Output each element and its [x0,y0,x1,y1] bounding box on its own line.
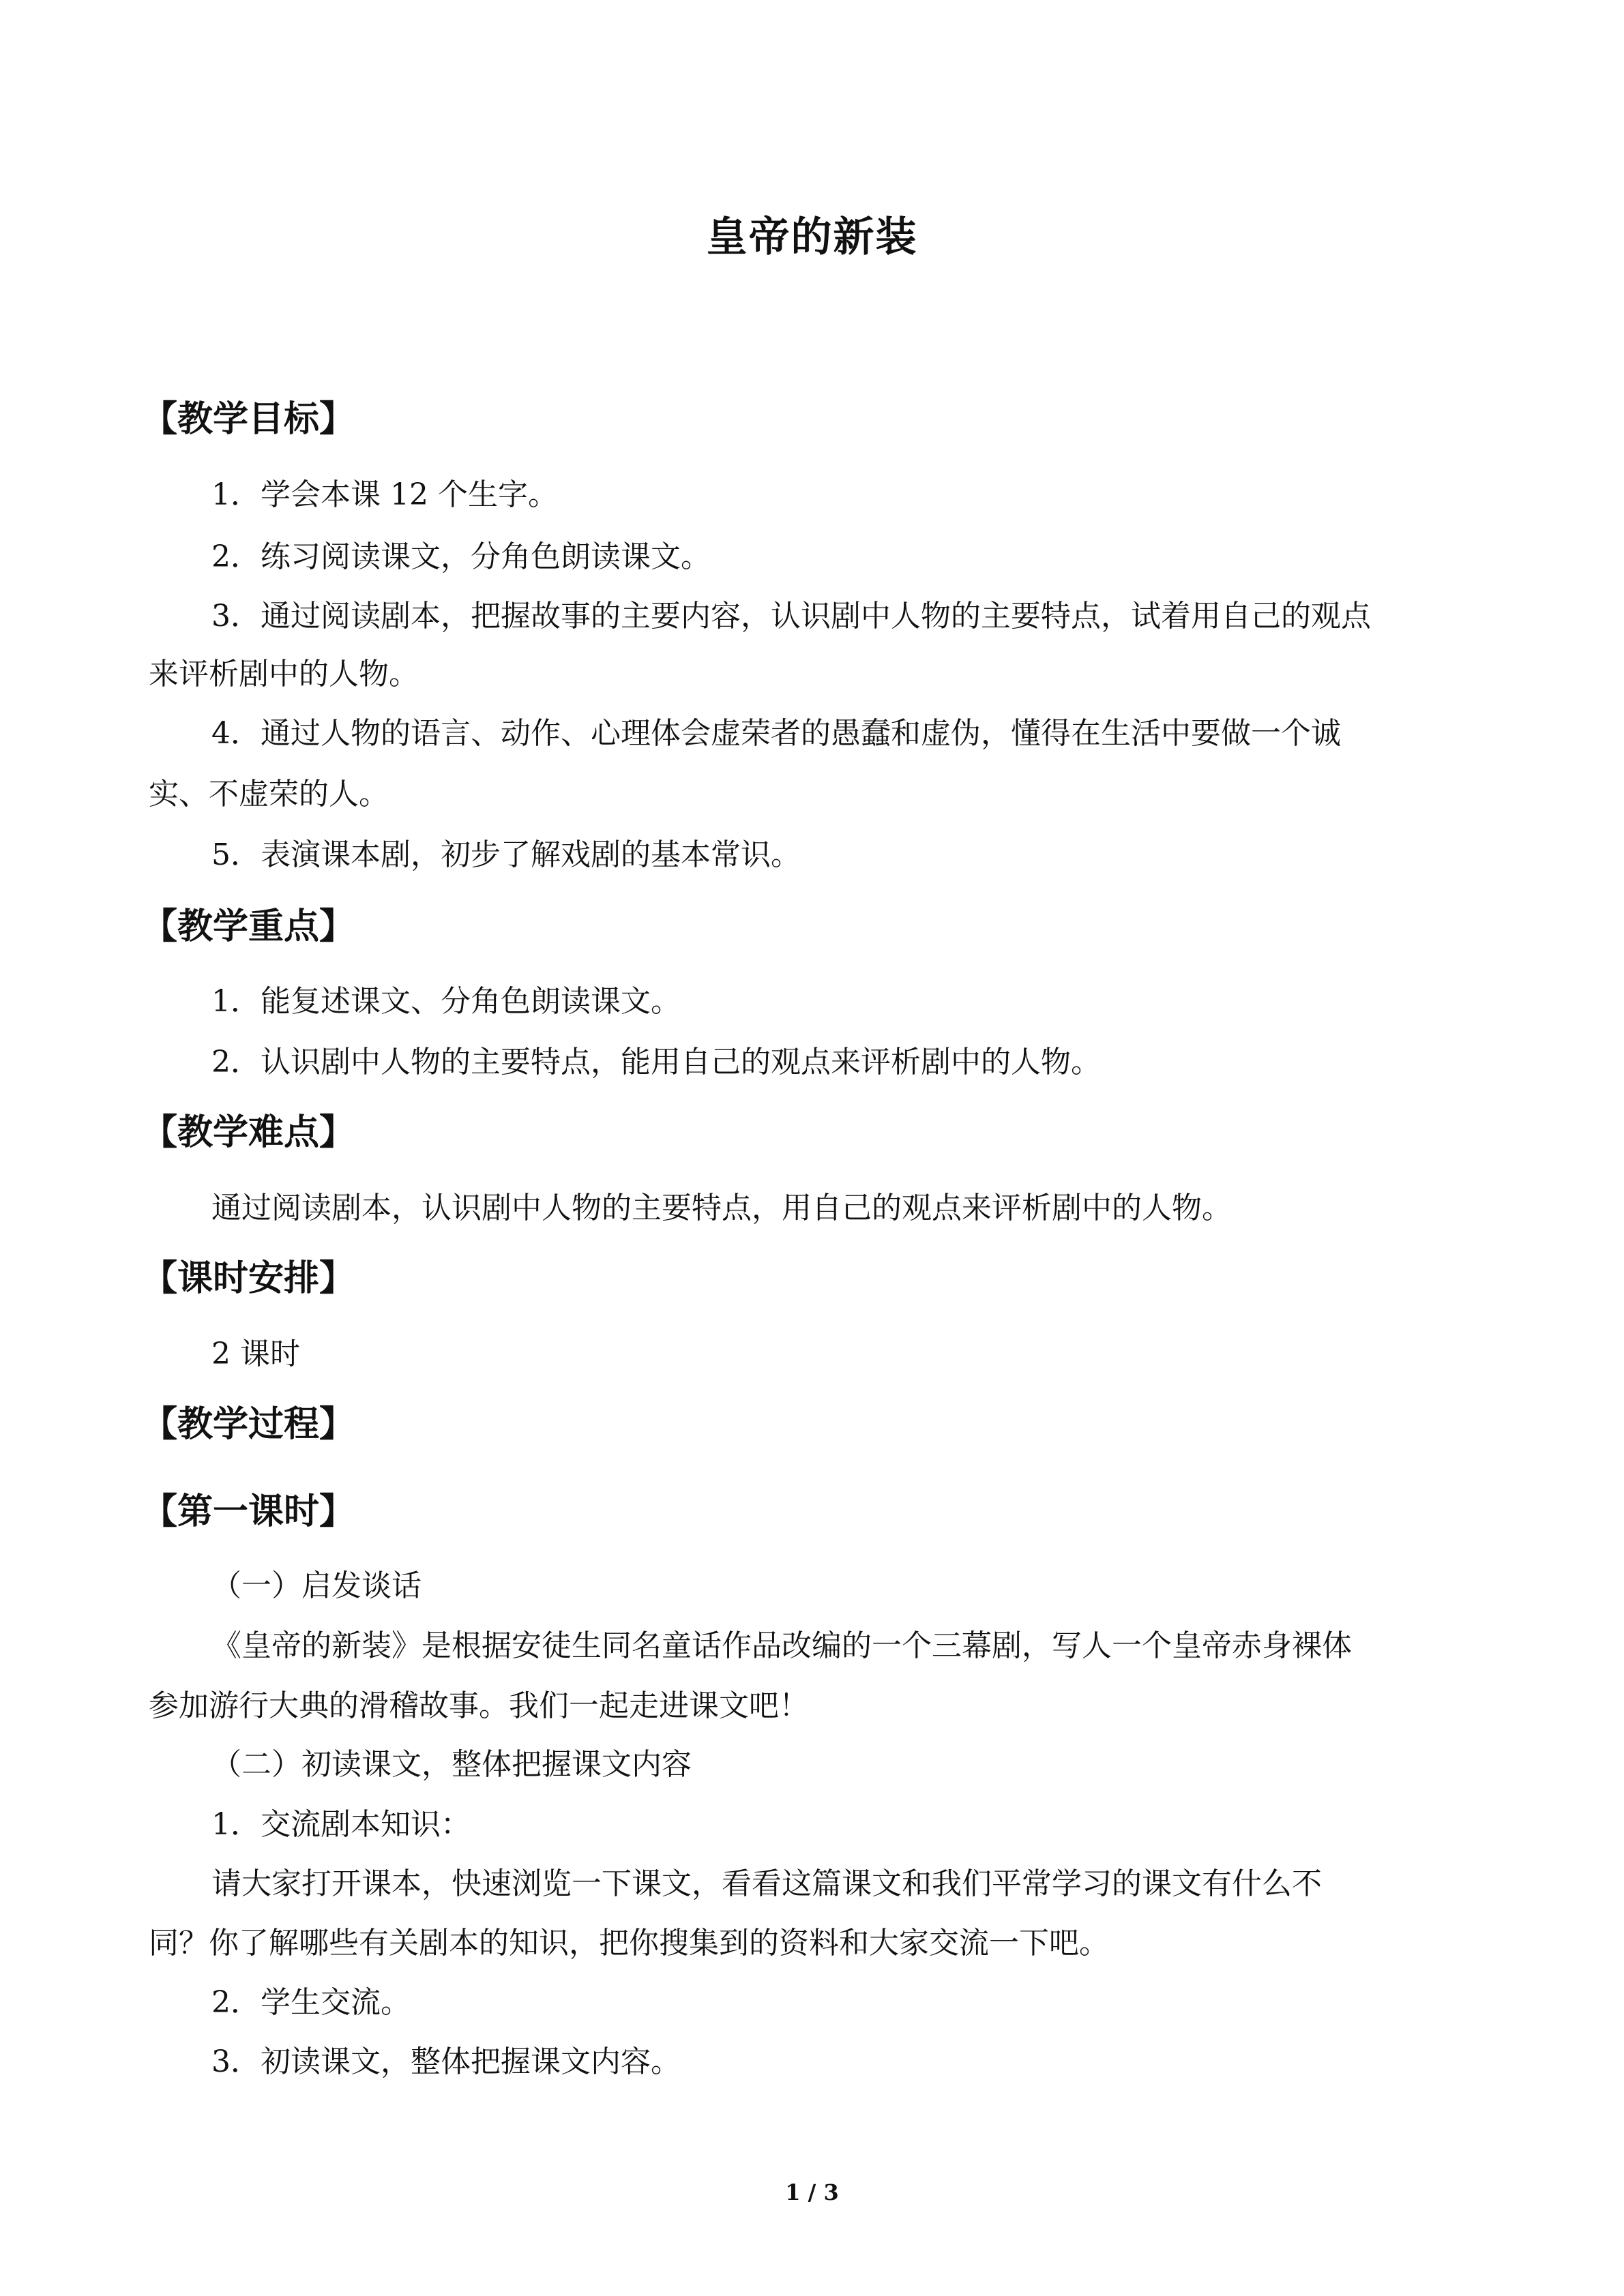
lesson-1-step-1: 1．交流剧本知识： [211,1807,471,1842]
objective-item-3-line-1: 3．通过阅读剧本，把握故事的主要内容，认识剧中人物的主要特点，试着用自己的观点 [211,599,1371,633]
section-heading-key-points: 【教学重点】 [142,906,355,947]
objective-item-4-line-1: 4．通过人物的语言、动作、心理体会虚荣者的愚蠢和虚伪，懂得在生活中要做一个诚 [211,716,1341,751]
lesson-1-step-1-line-1: 请大家打开课本，快速浏览一下课文，看看这篇课文和我们平常学习的课文有什么不 [211,1866,1322,1901]
objective-item-5: 5．表演课本剧，初步了解戏剧的基本常识。 [211,837,801,872]
objective-item-2: 2．练习阅读课文，分角色朗读课文。 [211,539,711,574]
section-heading-difficulties: 【教学难点】 [142,1112,355,1153]
objective-item-4-line-2: 实、不虚荣的人。 [149,777,389,811]
lesson-1-part-1-line-2: 参加游行大典的滑稽故事。我们一起走进课文吧！ [149,1688,809,1723]
lesson-1-part-2-title: （二）初读课文，整体把握课文内容 [211,1747,692,1782]
section-heading-lesson-1: 【第一课时】 [142,1491,355,1532]
key-point-item-1: 1．能复述课文、分角色朗读课文。 [211,984,681,1019]
key-point-item-2: 2．认识剧中人物的主要特点，能用自己的观点来评析剧中的人物。 [211,1045,1101,1079]
section-heading-objectives: 【教学目标】 [142,399,355,440]
lesson-1-step-1-line-2: 同？你了解哪些有关剧本的知识，把你搜集到的资料和大家交流一下吧。 [149,1926,1109,1960]
lesson-1-part-1-title: （一）启发谈话 [211,1568,422,1603]
lesson-1-step-2: 2．学生交流。 [211,1985,411,2020]
page-number: 1 / 3 [785,2179,839,2205]
difficulty-text: 通过阅读剧本，认识剧中人物的主要特点，用自己的观点来评析剧中的人物。 [211,1191,1232,1225]
section-heading-process: 【教学过程】 [142,1404,355,1445]
section-heading-schedule: 【课时安排】 [142,1258,355,1299]
objective-item-3-line-2: 来评析剧中的人物。 [149,657,419,691]
lesson-1-part-1-line-1: 《皇帝的新装》是根据安徒生同名童话作品改编的一个三幕剧，写人一个皇帝赤身裸体 [211,1628,1352,1663]
lesson-1-step-3: 3．初读课文，整体把握课文内容。 [211,2044,681,2079]
schedule-text: 2 课时 [211,1337,300,1371]
document-title: 皇帝的新装 [706,213,918,261]
objective-item-1: 1．学会本课 12 个生字。 [211,477,558,512]
